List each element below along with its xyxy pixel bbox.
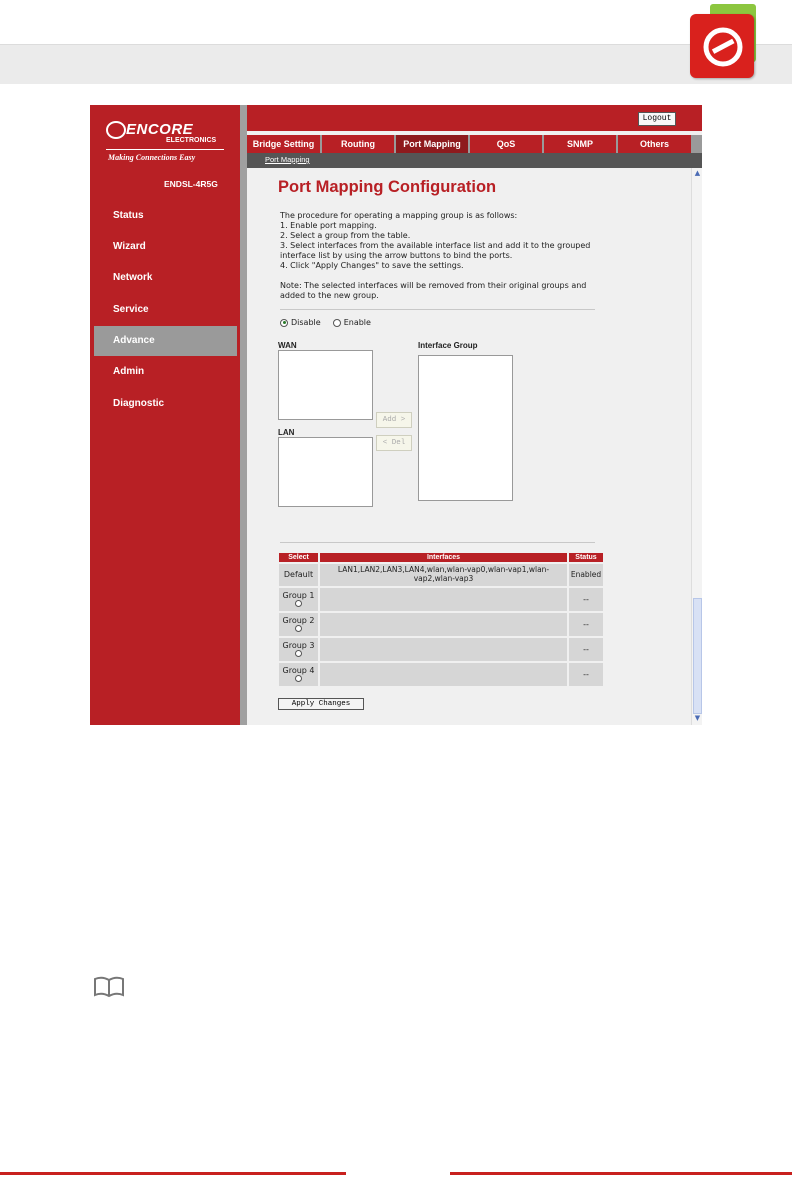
scroll-down-icon[interactable]: ▼ bbox=[694, 714, 701, 722]
group4-radio[interactable] bbox=[295, 675, 302, 682]
brand-tagline: Making Connections Easy bbox=[108, 153, 196, 162]
lan-label: LAN bbox=[278, 428, 295, 437]
scroll-thumb[interactable] bbox=[693, 598, 702, 714]
sidebar-item-diagnostic[interactable]: Diagnostic bbox=[113, 398, 165, 409]
table-row-default-interfaces: LAN1,LAN2,LAN3,LAN4,wlan,wlan-vap0,wlan-vap1,wlan-vap2,wlan-vap3 bbox=[320, 564, 567, 586]
del-button[interactable]: < Del bbox=[376, 435, 412, 451]
group3-radio[interactable] bbox=[295, 650, 302, 657]
table-row-group4-status: -- bbox=[569, 663, 603, 686]
interface-group-list[interactable] bbox=[418, 355, 513, 501]
table-row-group2-interfaces bbox=[320, 613, 567, 636]
sidebar-item-advance[interactable]: Advance bbox=[94, 326, 237, 356]
table-header-select: Select bbox=[279, 553, 318, 562]
divider bbox=[280, 309, 595, 310]
footer-rule-left bbox=[0, 1172, 346, 1175]
tab-others[interactable]: Others bbox=[618, 135, 691, 153]
table-row-group2-select: Group 2 bbox=[279, 613, 318, 636]
divider bbox=[280, 542, 595, 543]
table-header-status: Status bbox=[569, 553, 603, 562]
lan-interface-list[interactable] bbox=[278, 437, 373, 507]
main-content bbox=[247, 105, 702, 725]
tab-qos[interactable]: QoS bbox=[470, 135, 542, 153]
sidebar-item-service[interactable]: Service bbox=[113, 304, 149, 315]
sidebar-item-status[interactable]: Status bbox=[113, 210, 144, 221]
tab-port-mapping[interactable]: Port Mapping bbox=[396, 135, 468, 153]
table-row-group3-interfaces bbox=[320, 638, 567, 661]
model-name: ENDSL-4R5G bbox=[164, 179, 218, 189]
document-header-band bbox=[0, 0, 792, 84]
tab-bar bbox=[247, 135, 702, 153]
footer-rule-right bbox=[450, 1172, 792, 1175]
table-row-group4-select: Group 4 bbox=[279, 663, 318, 686]
header-divider bbox=[0, 44, 792, 45]
tab-snmp[interactable]: SNMP bbox=[544, 135, 616, 153]
wan-label: WAN bbox=[278, 341, 297, 350]
sidebar-item-wizard[interactable]: Wizard bbox=[113, 241, 146, 252]
disable-radio[interactable] bbox=[280, 319, 288, 327]
sidebar-item-admin[interactable]: Admin bbox=[113, 366, 145, 377]
sidebar-item-network[interactable]: Network bbox=[113, 272, 153, 283]
sub-link-port-mapping[interactable]: Port Mapping bbox=[265, 155, 310, 164]
table-row-group1-interfaces bbox=[320, 588, 567, 611]
table-row-group3-status: -- bbox=[569, 638, 603, 661]
tab-routing[interactable]: Routing bbox=[322, 135, 394, 153]
sub-navigation bbox=[247, 153, 702, 168]
router-screenshot bbox=[90, 105, 702, 725]
group2-radio[interactable] bbox=[295, 625, 302, 632]
sidebar bbox=[90, 105, 240, 725]
add-button[interactable]: Add > bbox=[376, 412, 412, 428]
brand-sub: ELECTRONICS bbox=[166, 137, 217, 144]
table-header-interfaces: Interfaces bbox=[320, 553, 567, 562]
top-bar bbox=[247, 105, 702, 131]
disable-label: Disable bbox=[291, 318, 321, 327]
brand-name: ENCORE bbox=[126, 121, 194, 138]
encore-logo bbox=[106, 121, 226, 169]
mode-radio-group bbox=[280, 318, 371, 327]
table-row-group1-status: -- bbox=[569, 588, 603, 611]
table-row-group2-status: -- bbox=[569, 613, 603, 636]
table-row-group4-interfaces bbox=[320, 663, 567, 686]
apply-changes-button[interactable]: Apply Changes bbox=[278, 698, 364, 710]
table-row-default-status: Enabled bbox=[569, 564, 603, 586]
group1-radio[interactable] bbox=[295, 600, 302, 607]
table-row-default-select: Default bbox=[279, 564, 318, 586]
wan-interface-list[interactable] bbox=[278, 350, 373, 420]
vertical-scrollbar[interactable] bbox=[691, 168, 702, 725]
interface-group-label: Interface Group bbox=[418, 341, 478, 350]
table-row-group1-select: Group 1 bbox=[279, 588, 318, 611]
page-title: Port Mapping Configuration bbox=[278, 178, 497, 196]
enable-radio[interactable] bbox=[333, 319, 341, 327]
encore-e-icon bbox=[106, 121, 126, 139]
table-row-group3-select: Group 3 bbox=[279, 638, 318, 661]
logout-button[interactable]: Logout bbox=[638, 112, 676, 126]
open-book-icon bbox=[93, 976, 125, 1002]
scroll-up-icon[interactable]: ▲ bbox=[694, 169, 701, 177]
note-text: Note: The selected interfaces will be removed from their original groups and added to the new group. bbox=[280, 281, 587, 300]
enable-label: Enable bbox=[343, 318, 371, 327]
procedure-text: The procedure for operating a mapping group is as follows: 1. Enable port mapping. 2. Select a group from the table. 3. Select interfaces from the available interface list and add it to the grouped interface list by using the arrow buttons to bind the ports. 4. Click "Apply Changes" to save the settings. Note: The selected interfaces will be removed from their original groups and added to the new group. bbox=[280, 211, 600, 301]
tab-bridge-setting[interactable]: Bridge Setting bbox=[247, 135, 320, 153]
encore-e-logo-icon bbox=[688, 4, 768, 78]
